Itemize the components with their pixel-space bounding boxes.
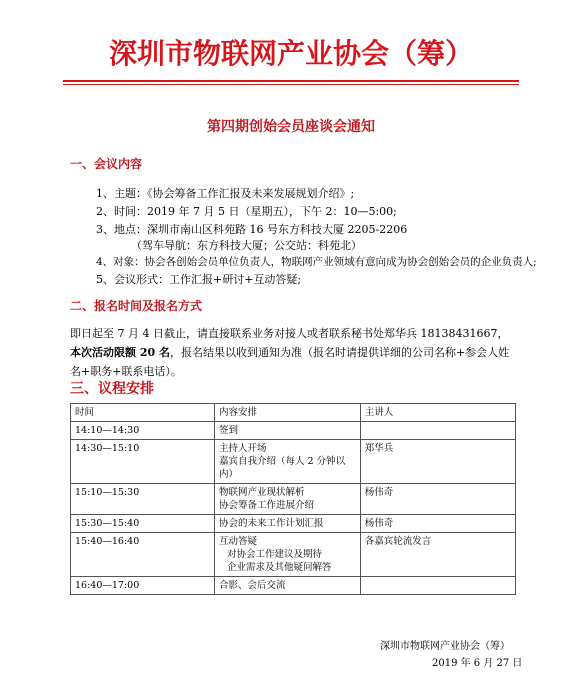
agenda-time: 15:10—15:30 — [71, 484, 215, 515]
table-row — [71, 484, 516, 515]
agenda-speaker — [360, 577, 515, 595]
agenda-speaker: 杨伟奇 — [360, 515, 515, 533]
org-header-title: 深圳市物联网产业协会（筹） — [108, 37, 473, 70]
agenda-time: 14:30—15:10 — [71, 440, 215, 484]
notice-title: 第四期创始会员座谈会通知 — [207, 119, 375, 135]
agenda-speaker: 各嘉宾轮流发言 — [360, 533, 515, 577]
agenda-content — [215, 515, 361, 533]
agenda-speaker: 杨伟奇 — [360, 484, 515, 515]
agenda-header-content: 内容安排 — [215, 404, 361, 422]
agenda-content-line: 主持人开场 — [219, 443, 267, 454]
section-meeting-content-title: 一、会议内容 — [70, 157, 143, 171]
table-row — [71, 533, 516, 577]
registration-limit-text: 本次活动限额 20 名 — [70, 346, 170, 359]
meeting-item-location-nav: （驾车导航：东方科技大厦；公交站：科苑北） — [131, 239, 362, 252]
agenda-content-line: 企业需求及其他疑问解答 — [227, 562, 332, 573]
table-row — [71, 515, 516, 533]
footer-org: 深圳市物联网产业协会（筹） — [380, 641, 510, 652]
agenda-content — [215, 422, 361, 440]
registration-text-1: 即日起至 7 月 4 日截止，请直接联系业务对接人或者联系秘书处郑华兵 18138431667， — [70, 327, 509, 340]
agenda-content — [215, 440, 361, 484]
agenda-header-row — [71, 404, 516, 422]
agenda-speaker — [360, 422, 515, 440]
agenda-content-line: 协会筹备工作进展介绍 — [219, 500, 315, 511]
agenda-content-line: 物联网产业现状解析 — [219, 487, 305, 498]
table-row — [71, 422, 516, 440]
registration-paragraph — [70, 324, 515, 381]
agenda-time: 15:40—16:40 — [71, 533, 215, 577]
footer-date: 2019 年 6 月 27 日 — [432, 658, 523, 669]
agenda-content-line: 协会的未来工作计划汇报 — [219, 518, 324, 529]
header-divider — [63, 80, 519, 82]
agenda-speaker: 郑华兵 — [360, 440, 515, 484]
agenda-content — [215, 484, 361, 515]
agenda-content — [215, 533, 361, 577]
registration-text-2: ，报名结果以收到通知为准（报名时请提供详细的公司名称+参会人姓名+职务+联系电话）。 — [70, 346, 510, 378]
agenda-time: 14:10—14:30 — [71, 422, 215, 440]
agenda-content-line: 对协会工作建议及期待 — [227, 549, 323, 560]
meeting-item-format: 5、会议形式：工作汇报+研讨+互动答疑; — [96, 273, 302, 286]
meeting-item-location: 3、地点：深圳市南山区科苑路 16 号东方科技大厦 2205-2206 — [96, 223, 408, 236]
agenda-header-speaker: 主讲人 — [360, 404, 515, 422]
meeting-item-attendees: 4、对象：协会各创始会员单位负责人，物联网产业领域有意向成为协会创始会员的企业负责人; — [96, 256, 537, 268]
table-row — [71, 440, 516, 484]
meeting-item-time: 2、时间：2019 年 7 月 5 日（星期五），下午 2：10—5:00; — [96, 205, 397, 218]
agenda-content-line: 嘉宾自我介绍（每人 2 分钟以内） — [219, 456, 346, 480]
agenda-content-line: 互动答疑 — [219, 536, 258, 547]
agenda-content-line: 签到 — [219, 425, 239, 436]
agenda-content — [215, 577, 361, 595]
agenda-time: 15:30—15:40 — [71, 515, 215, 533]
agenda-table — [70, 403, 516, 595]
section-registration-title: 二、报名时间及报名方式 — [70, 299, 203, 313]
header-divider-thin — [63, 84, 519, 85]
agenda-time: 16:40—17:00 — [71, 577, 215, 595]
table-row — [71, 577, 516, 595]
agenda-content-line: 合影、会后交流 — [219, 580, 286, 591]
meeting-item-topic: 1、主题：《协会筹备工作汇报及未来发展规划介绍》; — [96, 187, 355, 200]
section-agenda-title: 三、议程安排 — [70, 381, 154, 397]
agenda-header-time: 时间 — [71, 404, 215, 422]
